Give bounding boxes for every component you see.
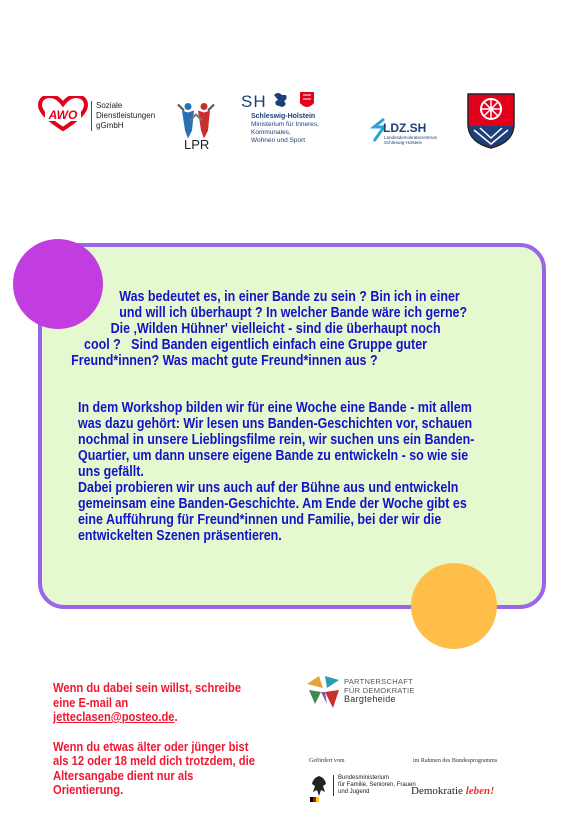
lpr-label: LPR	[184, 137, 210, 152]
sh-line: Schleswig-Holstein	[251, 113, 316, 120]
intro-paragraph	[71, 289, 468, 369]
sh-ministry-text	[251, 113, 319, 145]
program-frame-label: im Rahmen des Bundesprogramms	[413, 758, 498, 764]
text-line: Freund*innen? Was macht gute Freund*innen aus ?	[71, 353, 378, 369]
demokratie-leben-logo	[411, 785, 494, 797]
orange-circle-decoration	[411, 563, 497, 649]
funded-by-label: Gefördert vom	[309, 758, 345, 764]
program-suffix: leben!	[465, 785, 495, 797]
age-note-line: Orientierung.	[53, 782, 124, 797]
sh-line: Ministerium für Inneres,	[251, 121, 319, 128]
sh-lions-icon	[272, 91, 316, 111]
text-line: nochmal in unsere Lieblingsfilme rein, wir suchen uns ein Banden-	[78, 432, 475, 448]
text-line: eine Aufführung für Freund*innen und Familie, bei der wir die	[78, 512, 442, 528]
sh-line: Wohnen und Sport	[251, 137, 306, 144]
ministry-line: Bundesministerium	[338, 775, 390, 781]
contact-line: eine E-mail an	[53, 694, 129, 710]
contact-info	[53, 681, 255, 798]
sh-line: Kommunales,	[251, 129, 291, 136]
sh-mark-text: SH	[241, 92, 267, 111]
program-prefix: Demokratie	[411, 785, 466, 797]
ministry-line: für Familie, Senioren, Frauen	[338, 782, 416, 788]
partnership-place: Bargteheide	[344, 694, 396, 704]
awo-heart-logo	[38, 96, 88, 132]
awo-line: Dienstleistungen	[96, 111, 156, 120]
email-line	[53, 710, 255, 725]
text-line: In dem Workshop bilden wir für eine Woche eine Bande - mit allem	[78, 400, 472, 416]
email-suffix: .	[174, 709, 178, 724]
age-note-line: Altersangabe dient nur als	[53, 767, 194, 783]
text-line: und will ich überhaupt ? In welcher Bande wäre ich gerne?	[119, 305, 468, 321]
partnership-line: PARTNERSCHAFT	[344, 677, 414, 686]
text-line: cool ? Sind Banden eigentlich einfach eine Gruppe guter	[84, 337, 427, 353]
partnership-text	[344, 677, 415, 704]
text-line: gemeinsam eine Banden-Geschichte. Am Ende der Woche gibt es	[78, 496, 467, 512]
svg-text:AWO: AWO	[48, 108, 78, 122]
ministry-name	[333, 775, 416, 796]
ldz-label: LDZ.SH	[383, 121, 427, 135]
contact-line: Wenn du dabei sein willst, schreibe	[53, 680, 242, 695]
partnership-logo-icon	[305, 674, 343, 710]
ldz-subtitle	[384, 135, 437, 145]
ldz-line: Landesdemokratiezentrum	[384, 135, 438, 140]
partnership-line: FÜR DEMOKRATIE	[344, 686, 415, 695]
sh-logo	[241, 91, 316, 112]
awo-line: Soziale	[96, 101, 123, 110]
text-line: Quartier, um dann unsere eigene Bande zu entwickeln - so wie sie	[78, 448, 469, 464]
awo-line: gGmbH	[96, 121, 124, 130]
ministry-line: und Jugend	[338, 789, 370, 795]
text-line: entwickelten Szenen präsentieren.	[78, 528, 282, 544]
ldz-line: Schleswig-Holstein	[384, 140, 423, 145]
federal-eagle-icon	[309, 774, 329, 802]
text-line: Was bedeutet es, in einer Bande zu sein ? Bin ich in einer	[119, 289, 460, 305]
workshop-paragraph	[78, 400, 474, 544]
text-line: was dazu gehört: Wir lesen uns Banden-Geschichten vor, schauen	[78, 416, 473, 432]
text-line: uns gefällt.	[78, 464, 144, 480]
age-note-line: als 12 oder 18 meld dich trotzdem, die	[53, 753, 255, 768]
bargteheide-crest-icon	[466, 92, 516, 150]
text-line: Dabei probieren wir uns auch auf der Bühne aus und entwickeln	[78, 480, 459, 496]
age-note-line: Wenn du etwas älter oder jünger bist	[53, 738, 249, 754]
email-link[interactable]: jetteclasen@posteo.de	[53, 709, 175, 724]
awo-subtitle	[91, 101, 155, 131]
text-line: Die ‚Wilden Hühner' vielleicht - sind die überhaupt noch	[110, 321, 441, 337]
